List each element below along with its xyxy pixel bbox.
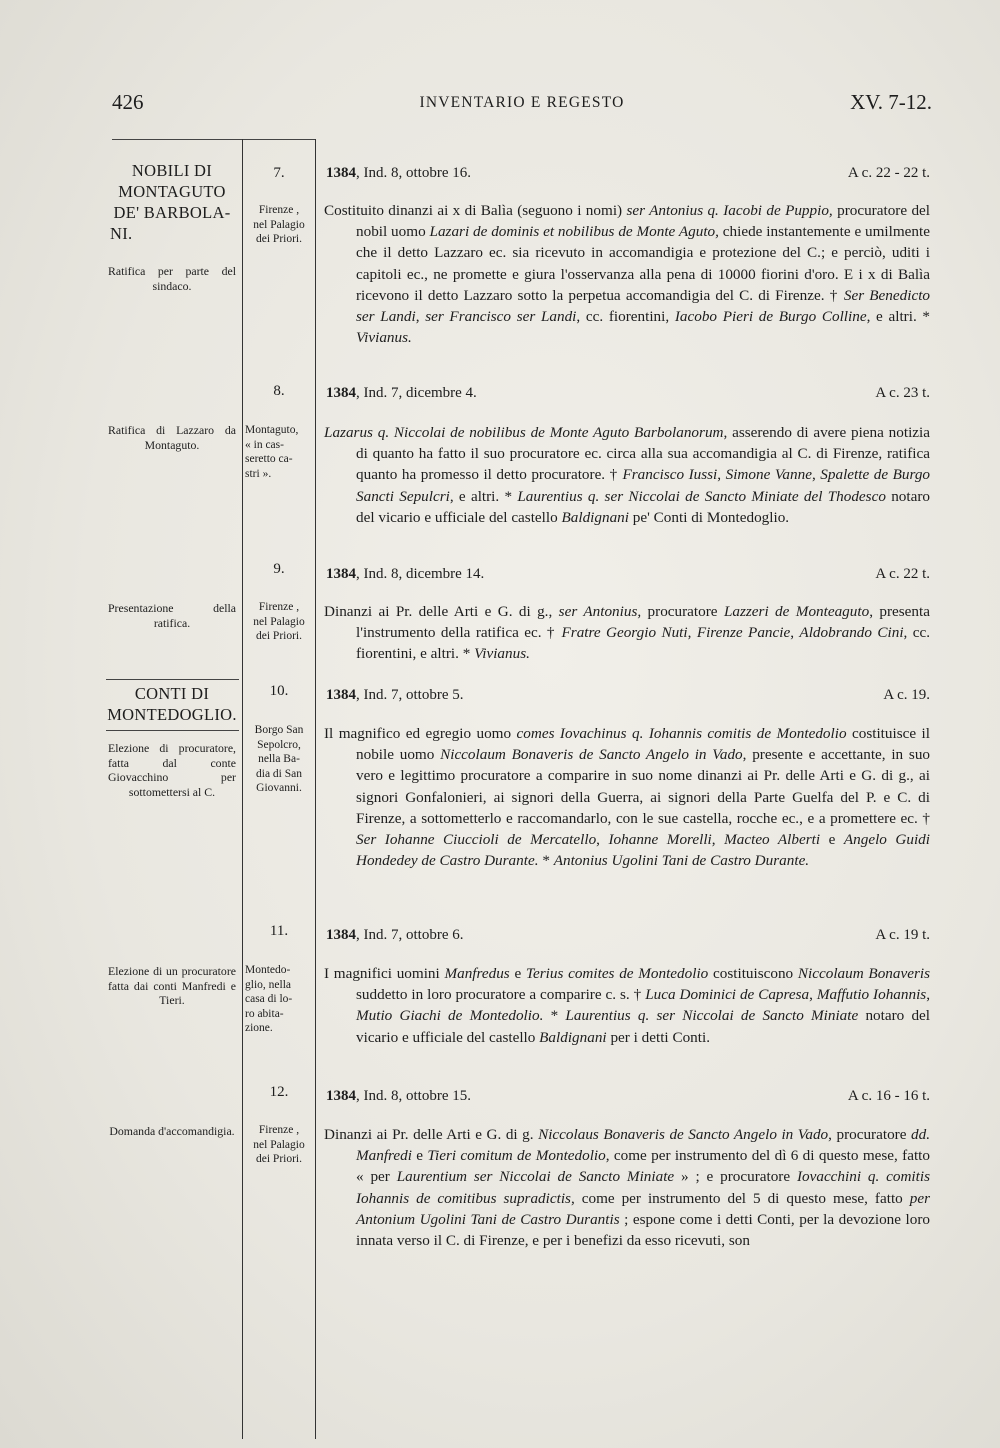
place-line: nel Palagio	[253, 1138, 305, 1151]
section-rule	[106, 679, 239, 680]
entry-text	[324, 723, 930, 871]
running-title: INVENTARIO E REGESTO	[419, 94, 625, 111]
place-line: Sepolcro,	[257, 738, 301, 751]
entry-number: 7.	[273, 165, 285, 181]
entry-folio: A c. 22 - 22 t.	[847, 165, 930, 181]
page-header	[112, 90, 932, 124]
section-title-montaguto	[102, 160, 242, 244]
entry-date: , Ind. 7, ottobre 5.	[356, 687, 464, 703]
entry-place	[245, 963, 315, 1036]
entry-place	[244, 723, 314, 796]
entry-dateline	[326, 564, 930, 584]
entry-paragraph: Costituito dinanzi ai x di Balìa (seguono i nomi) ser Antonius q. Iacobi de Puppio, procuratore del nobil uomo Lazari de dominis et nobilibus de Monte Aguto, chiede instantemente e umilmente che il detto Lazzaro ec. sia ricevuto in accomandigia e protezione del C.; e perciò, uditi i capitoli ec., ne promette e giura l'osservanza alla pena di 10000 fiorini d'oro. E i x di Balìa ricevono il detto Lazzaro sotto la perpetua accomandigia del C. di Firenze. † Ser Benedicto ser Landi, ser Francisco ser Landi, cc. fiorentini, Iacobo Pieri de Burgo Colline, e altri. * Vivianus.	[324, 202, 931, 347]
entry-year: 1384	[326, 566, 356, 582]
entry-text	[324, 422, 930, 528]
entry-year: 1384	[326, 687, 356, 703]
place-line: nel Palagio	[253, 218, 305, 231]
entry-dateline	[326, 163, 930, 183]
entry-date: , Ind. 8, ottobre 15.	[356, 1088, 471, 1104]
entry-date: , Ind. 7, dicembre 4.	[356, 385, 477, 401]
place-line: casa di lo-	[245, 993, 293, 1005]
entry-dateline	[326, 685, 930, 705]
entry-text	[324, 963, 930, 1048]
entry-note: Domanda d'accomandigia.	[109, 1124, 235, 1138]
section-title-line: DE' BARBOLA-	[113, 203, 231, 222]
entry-note: Elezione di procuratore, fatta dal conte Giovacchino per sottomettersi al C.	[108, 741, 236, 799]
place-line: glio, nella	[245, 978, 291, 991]
entry-paragraph: Dinanzi ai Pr. delle Arti e G. di g. Niccolaus Bonaveris de Sancto Angelo in Vado, procuratore dd. Manfredi e Tieri comitum de Montedolio, come per instrumento del dì 6 di questo mese, fatto « per Laurentium ser Niccolai de Sancto Miniate » ; e procuratore Iovacchini q. comitis Iohannis de comitibus supradictis, come per instrumento del 5 di questo mese, fatto per Antonium Ugolini Tani de Castro Durantis ; espone come i detti Conti, per la devozione loro innata verso il C. di Firenze, e per i benefizi da esso ricevuti, son	[324, 1126, 931, 1250]
section-title-line: NOBILI DI	[131, 161, 213, 180]
entry-paragraph: Lazarus q. Niccolai de nobilibus de Monte Aguto Barbolanorum, asserendo di avere piena notizia di quanto ha fatto il suo procuratore ec. circa alla sua accomandigia al C. di Firenze, ratifica quanto ha promesso il detto procuratore. † Francisco Iussi, Simone Vanne, Spalette de Burgo Sancti Sepulcri, e altri. * Laurentius q. ser Niccolai de Sancto Miniate del Thodesco notaro del vicario e ufficiale del castello Baldignani pe' Conti di Montedoglio.	[324, 424, 931, 526]
entry-place	[245, 423, 315, 481]
entry-year: 1384	[326, 385, 356, 401]
entry-year: 1384	[326, 165, 356, 181]
entry-folio: A c. 16 - 16 t.	[847, 1088, 930, 1104]
entry-text	[324, 200, 930, 348]
entry-year: 1384	[326, 927, 356, 943]
place-line: Firenze ,	[258, 204, 300, 216]
column-divider-left	[242, 139, 243, 1439]
section-title-line: CONTI DI	[134, 684, 210, 703]
entry-folio: A c. 23 t.	[875, 385, 930, 401]
section-rule	[106, 730, 239, 731]
entry-note: Presentazione della ratifica.	[108, 601, 236, 630]
entry-date: , Ind. 8, dicembre 14.	[356, 566, 485, 582]
table-top-rule	[112, 139, 315, 140]
place-line: seretto ca-	[245, 453, 293, 465]
entry-folio: A c. 22 t.	[875, 566, 930, 582]
entry-dateline	[326, 925, 930, 945]
place-line: dei Priori.	[256, 1153, 302, 1165]
entry-folio: A c. 19 t.	[875, 927, 930, 943]
entry-paragraph: I magnifici uomini Manfredus e Terius comites de Montedolio costituiscono Niccolaum Bonaveris suddetto in loro procuratore a comparire c. s. † Luca Dominici de Capresa, Maffutio Iohannis, Mutio Giachi de Montedolio. * Laurentius q. ser Niccolai de Sancto Miniate notaro del vicario e ufficiale del castello Baldignani per i detti Conti.	[324, 965, 931, 1046]
entry-dateline	[326, 1086, 930, 1106]
place-line: Montedo-	[245, 964, 291, 976]
entry-paragraph: Il magnifico ed egregio uomo comes Iovachinus q. Iohannis comitis de Montedolio costituisce il nobile uomo Niccolaum Bonaveris de Sancto Angelo in Vado, presente e accettante, in suo vero e legittimo procuratore a comparire in suo nome dinanzi ai Pr. delle Arti e G. di g., ai signori Gonfalonieri, ai signori della Guerra, ai signori della Parte Guelfa del P. e C. di Firenze, a sottometterlo e raccomandarlo, con le sue castella, rocche ec., e a promettere ec. † Ser Iohanne Ciuccioli de Mercatello, Iohanne Morelli, Macteo Alberti e Angelo Guidi Hondedey de Castro Durante. * Antonius Ugolini Tani de Castro Durante.	[324, 725, 931, 870]
entry-text	[324, 1124, 930, 1251]
place-line: dia di San	[256, 767, 302, 780]
place-line: dei Priori.	[256, 233, 302, 245]
entry-number: 11.	[269, 923, 289, 939]
section-reference: XV. 7-12.	[850, 90, 932, 114]
entry-place	[244, 1123, 314, 1167]
entry-note: Ratifica per parte del sindaco.	[108, 264, 236, 293]
entry-place	[244, 203, 314, 247]
entry-note: Elezione di un procuratore fatta dai conti Manfredi e Tieri.	[108, 964, 236, 1007]
entry-paragraph: Dinanzi ai Pr. delle Arti e G. di g., ser Antonius, procuratore Lazzeri de Monteaguto, presenta l'instrumento della ratifica ec. † Fratre Georgio Nuti, Firenze Pancie, Aldobrando Cini, cc. fiorentini, e altri. * Vivianus.	[324, 603, 931, 663]
entry-number: 8.	[273, 383, 285, 399]
section-title-line: MONTAGUTO	[118, 182, 226, 201]
place-line: stri ».	[245, 467, 272, 480]
place-line: Montaguto,	[245, 424, 299, 436]
entry-year: 1384	[326, 1088, 356, 1104]
place-line: « in cas-	[245, 438, 284, 451]
place-line: Giovanni.	[256, 782, 302, 794]
entry-number: 12.	[269, 1084, 289, 1100]
entry-number: 9.	[273, 561, 285, 577]
entry-text	[324, 601, 930, 665]
section-title-line: MONTEDOGLIO.	[107, 705, 237, 724]
entry-place	[244, 600, 314, 644]
place-line: nella Ba-	[258, 753, 300, 765]
place-line: Firenze ,	[258, 601, 300, 613]
place-line: dei Priori.	[256, 630, 302, 642]
place-line: Firenze ,	[258, 1124, 300, 1136]
entry-note: Ratifica di Lazzaro da Montaguto.	[108, 423, 236, 452]
page-number: 426	[112, 90, 144, 114]
place-line: nel Palagio	[253, 615, 305, 628]
place-line: zione.	[245, 1022, 273, 1034]
column-divider-right	[315, 139, 316, 1439]
entry-folio: A c. 19.	[883, 687, 930, 703]
entry-date: , Ind. 8, ottobre 16.	[356, 165, 471, 181]
place-line: ro abita-	[245, 1007, 284, 1020]
place-line: Borgo San	[254, 724, 304, 736]
entry-dateline	[326, 383, 930, 403]
entry-date: , Ind. 7, ottobre 6.	[356, 927, 464, 943]
section-title-montedoglio	[102, 683, 242, 725]
entry-number: 10.	[269, 683, 289, 699]
section-title-line: NI.	[110, 224, 133, 243]
